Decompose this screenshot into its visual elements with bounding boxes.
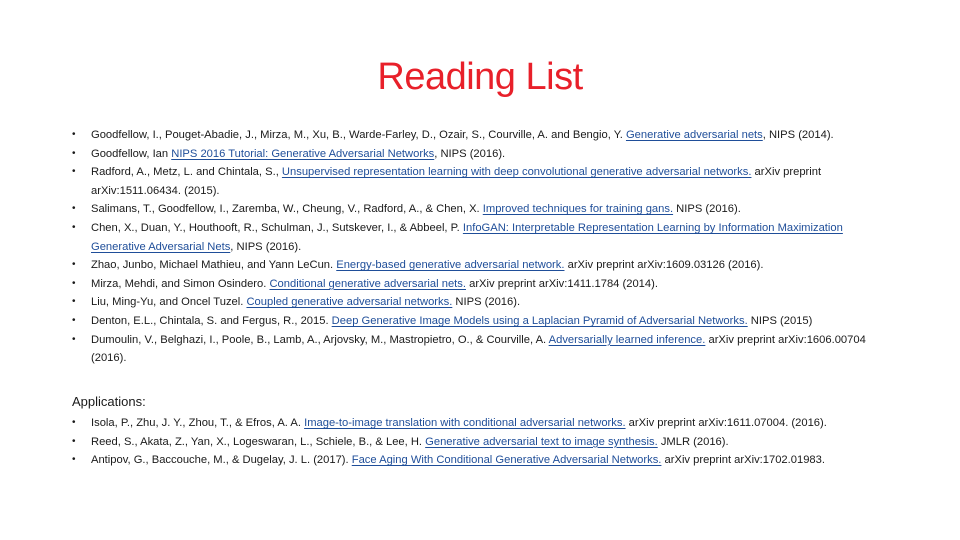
citation-venue: arXiv preprint arXiv:1606.00704 (2016). (91, 333, 866, 365)
paper-link[interactable]: Adversarially learned inference. (548, 333, 706, 346)
paper-link[interactable]: Deep Generative Image Models using a Laplacian Pyramid of Adversarial Networks. (331, 314, 748, 327)
reference-item (72, 293, 892, 312)
citation-venue: , NIPS (2014). (762, 129, 834, 141)
citation-authors: Dumoulin, V., Belghazi, I., Poole, B., Lamb, A., Arjovsky, M., Mastropietro, O., & Courville, A. (91, 333, 549, 346)
paper-link[interactable]: InfoGAN: Interpretable Representation Learning by Information Maximization Generative Adversarial Nets (91, 221, 843, 253)
application-item (72, 433, 902, 452)
paper-link[interactable]: Generative adversarial nets (625, 129, 763, 141)
citation-authors: Isola, P., Zhu, J. Y., Zhou, T., & Efros, A. A. (91, 417, 305, 429)
reference-item (72, 126, 892, 145)
reference-item (72, 312, 892, 331)
citation-authors: Radford, A., Metz, L. and Chintala, S., (91, 166, 282, 179)
citation-venue: NIPS (2016). (673, 203, 741, 216)
citation-authors: Antipov, G., Baccouche, M., & Dugelay, J. L. (2017). (91, 454, 352, 467)
paper-link[interactable]: Coupled generative adversarial networks. (246, 296, 453, 309)
reference-item (72, 163, 892, 200)
citation-venue: NIPS (2016). (452, 296, 521, 309)
citation-authors: Denton, E.L., Chintala, S. and Fergus, R., 2015. (91, 314, 332, 327)
applications-list (72, 414, 902, 470)
paper-link[interactable]: Generative adversarial text to image synthesis. (425, 435, 658, 448)
paper-link[interactable]: Face Aging With Conditional Generative Adversarial Networks. (351, 454, 662, 467)
citation-venue: , NIPS (2016). (434, 147, 506, 160)
application-item (72, 414, 902, 433)
citation-venue: arXiv preprint arXiv:1511.06434. (2015). (91, 166, 822, 197)
application-item (72, 451, 902, 470)
reference-item (72, 145, 892, 164)
citation-authors: Salimans, T., Goodfellow, I., Zaremba, W., Cheung, V., Radford, A., & Chen, X. (91, 203, 483, 216)
citation-venue: , NIPS (2016). (230, 240, 302, 253)
citation-venue: arXiv preprint arXiv:1609.03126 (2016). (564, 259, 764, 272)
paper-link[interactable]: Energy-based generative adversarial network. (336, 259, 565, 272)
reference-item (72, 256, 892, 275)
reference-item (72, 275, 892, 294)
citation-authors: Zhao, Junbo, Michael Mathieu, and Yann LeCun. (91, 259, 337, 272)
citation-venue: arXiv preprint arXiv:1411.1784 (2014). (466, 277, 658, 290)
citation-authors: Mirza, Mehdi, and Simon Osindero. (91, 277, 270, 290)
citation-venue: arXiv preprint arXiv:1611.07004. (2016). (625, 417, 827, 429)
page-title: Reading List (377, 56, 583, 98)
citation-venue: NIPS (2015) (747, 314, 813, 327)
paper-link[interactable]: NIPS 2016 Tutorial: Generative Adversarial Networks (171, 147, 435, 160)
paper-link[interactable]: Image-to-image translation with conditional adversarial networks. (304, 417, 626, 429)
paper-link[interactable]: Conditional generative adversarial nets. (269, 277, 466, 290)
citation-authors: Reed, S., Akata, Z., Yan, X., Logeswaran, L., Schiele, B., & Lee, H. (91, 435, 426, 448)
citation-authors: Liu, Ming-Yu, and Oncel Tuzel. (91, 296, 247, 309)
reference-item (72, 200, 892, 219)
citation-authors: Chen, X., Duan, Y., Houthooft, R., Schulman, J., Sutskever, I., & Abbeel, P. (91, 221, 463, 234)
reference-item (72, 331, 892, 368)
reference-list (72, 126, 892, 368)
citation-venue: JMLR (2016). (657, 435, 729, 448)
applications-heading: Applications: (72, 394, 146, 409)
citation-authors: Goodfellow, Ian (91, 147, 172, 160)
citation-venue: arXiv preprint arXiv:1702.01983. (661, 454, 825, 467)
paper-link[interactable]: Improved techniques for training gans. (482, 203, 674, 216)
reference-item (72, 219, 892, 256)
paper-link[interactable]: Unsupervised representation learning with deep convolutional generative adversarial networks. (281, 166, 752, 179)
citation-authors: Goodfellow, I., Pouget-Abadie, J., Mirza, M., Xu, B., Warde-Farley, D., Ozair, S., Courville, A. and Bengio, Y. (91, 129, 626, 141)
